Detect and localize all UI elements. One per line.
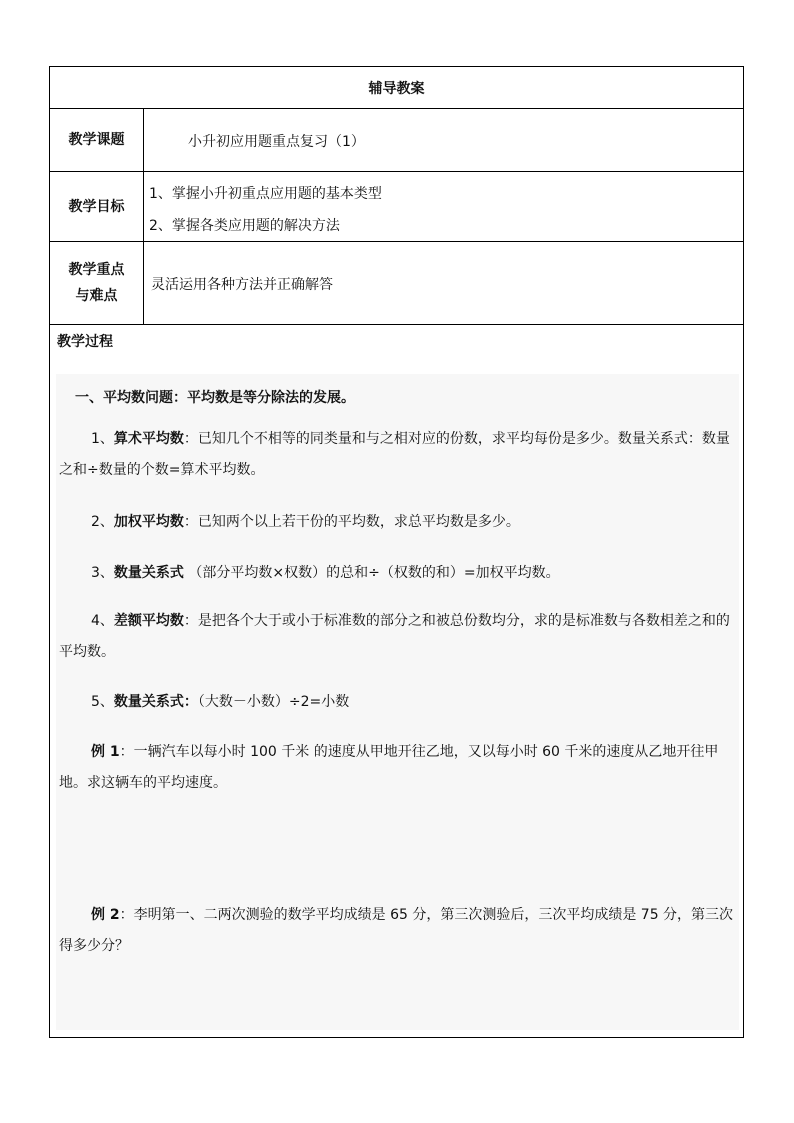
goal-cell <box>144 172 743 241</box>
key-points-label-line: 教学重点 <box>68 262 125 278</box>
item-number: 4、 <box>91 613 114 629</box>
item-text: （大数－小数）÷2=小数 <box>197 694 350 710</box>
goal-label: 教学目标 <box>50 172 144 241</box>
example-text: ：一辆汽车以每小时 100 千米 的速度从甲地开往乙地，又以每小时 60 千米的速度从乙地开往甲地。求这辆车的平均速度。 <box>59 744 719 791</box>
item-term: 算术平均数 <box>113 431 184 447</box>
item-number: 1、 <box>91 431 114 447</box>
item-number: 2、 <box>91 514 114 530</box>
item-text: ：已知两个以上若干份的平均数，求总平均数是多少。 <box>183 514 520 530</box>
item-term: 数量关系式 <box>113 565 184 581</box>
concept-item <box>59 687 739 718</box>
topic-cell <box>144 109 743 171</box>
concept-item <box>59 558 739 589</box>
concept-item <box>59 507 739 538</box>
item-text: ：是把各个大于或小于标准数的部分之和被总份数均分，求的是标准数与各数相差之和的平均数。 <box>59 613 730 660</box>
item-number: 3、 <box>91 565 114 581</box>
process-content <box>56 374 739 1030</box>
example-label: 例 1 <box>91 744 120 760</box>
key-points-value: 灵活运用各种方法并正确解答 <box>151 277 333 293</box>
example-text: ：李明第一、二两次测验的数学平均成绩是 65 分，第三次测验后，三次平均成绩是 75 分，第三次得多少分？ <box>59 907 734 954</box>
key-points-label <box>50 242 144 324</box>
document-title: 辅导教案 <box>368 81 425 97</box>
item-number: 5、 <box>91 694 114 710</box>
topic-value: 小升初应用题重点复习（1） <box>188 134 365 150</box>
key-points-cell <box>144 242 743 324</box>
item-term: 差额平均数 <box>113 613 184 629</box>
item-term: 加权平均数 <box>113 514 184 530</box>
process-label: 教学过程 <box>57 334 113 350</box>
item-term: 数量关系式： <box>113 694 198 710</box>
example-label: 例 2 <box>91 907 120 923</box>
concept-item <box>59 424 739 486</box>
concept-item <box>59 606 739 668</box>
item-text: （部分平均数×权数）的总和÷（权数的和）=加权平均数。 <box>188 565 560 581</box>
example-item <box>59 900 739 962</box>
key-points-label-line: 与难点 <box>75 288 118 304</box>
key-points-row <box>50 242 743 325</box>
goal-row <box>50 172 743 242</box>
title-row <box>50 67 743 109</box>
item-text: ：已知几个不相等的同类量和与之相对应的份数，求平均每份是多少。数量关系式：数量之和÷数量的个数=算术平均数。 <box>59 431 730 478</box>
section-heading: 一、平均数问题：平均数是等分除法的发展。 <box>75 390 355 406</box>
topic-label: 教学课题 <box>50 109 144 171</box>
topic-row <box>50 109 743 172</box>
goal-item: 2、掌握各类应用题的解决方法 <box>149 218 340 234</box>
example-item <box>59 737 739 799</box>
lesson-plan-table <box>49 66 744 1038</box>
goal-item: 1、掌握小升初重点应用题的基本类型 <box>149 186 382 202</box>
